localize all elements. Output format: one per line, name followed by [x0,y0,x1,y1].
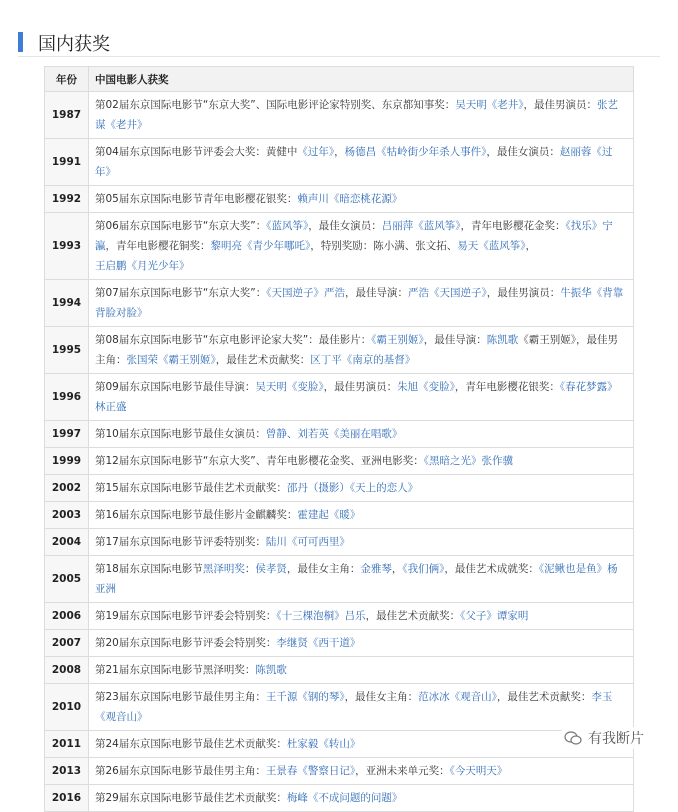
award-link[interactable]: 《泥鳅也是鱼》杨亚洲 [95,563,618,595]
award-link[interactable]: 金雅琴 [360,563,392,575]
row-awards [89,92,634,139]
row-year: 2005 [45,556,89,603]
table-row [45,327,634,374]
award-link[interactable]: 吕丽萍《蓝风筝》 [381,220,461,232]
table-row [45,684,634,731]
award-link[interactable]: 王启鹏《月光少年》 [95,260,190,272]
table-row [45,475,634,502]
header-year: 年份 [45,67,89,92]
row-year: 2004 [45,529,89,556]
award-text: ，最佳艺术贡献奖： [365,610,461,622]
award-link[interactable]: 陈凯歌 [486,334,519,346]
award-text: ，青年电影樱花金奖： [460,220,566,232]
row-awards [89,374,634,421]
award-text: ，最佳导演： [423,334,487,346]
row-year: 2007 [45,630,89,657]
row-awards [89,684,634,731]
row-awards [89,630,634,657]
award-link[interactable]: 《十三棵泡桐》吕乐 [276,610,366,622]
table-header-row [45,67,634,92]
award-link[interactable]: 吴天明《老井》 [455,99,524,111]
table-row [45,502,634,529]
table-row [45,421,634,448]
row-awards [89,280,634,327]
row-awards [89,731,634,758]
row-awards [89,657,634,684]
row-year: 1991 [45,139,89,186]
section-heading [18,26,660,57]
award-link[interactable]: 《黑暗之光》张作骥 [423,455,513,467]
award-text: 第26届东京国际电影节最佳男主角： [95,765,266,777]
award-text: ，亚洲未来单元奖： [355,765,450,777]
award-link[interactable]: 《过年》 [297,146,335,158]
row-awards [89,448,634,475]
table-row [45,630,634,657]
award-link[interactable]: 陆川《可可西里》 [265,536,350,548]
table-row [45,139,634,186]
row-awards [89,758,634,785]
award-link[interactable]: 《我们俩》 [402,563,445,575]
award-link[interactable]: 杨德昌《牯岭街少年杀人事件》 [344,146,487,158]
award-link[interactable]: 杜家毅《转山》 [286,738,361,750]
row-year: 1994 [45,280,89,327]
award-text: 《霸王别姬》，最佳男主角： [95,334,618,366]
award-link[interactable]: 《霸王别姬》 [371,334,424,346]
award-link[interactable]: 《春花梦露》林正盛 [95,381,618,413]
table-row [45,213,634,280]
award-text: 第02届东京国际电影节“东京大奖”、国际电影评论家特别奖、东京都知事奖： [95,99,456,111]
row-year: 2010 [45,684,89,731]
award-link[interactable]: 陈凯歌 [255,664,287,676]
award-text: ，青年电影樱花银奖： [454,381,560,393]
award-link[interactable]: 霍建起《暖》 [297,509,361,521]
table-row [45,785,634,812]
award-link[interactable]: 吴天明《变脸》 [255,381,324,393]
row-year: 2011 [45,731,89,758]
section-title: 国内获奖 [38,34,110,55]
award-link[interactable]: 范冰冰《观音山》 [418,691,497,703]
award-text: 第16届东京国际电影节最佳影片金麒麟奖： [95,509,298,521]
wechat-icon [564,731,582,745]
accent-bar [18,32,23,52]
row-year: 2002 [45,475,89,502]
award-link[interactable]: 严浩《天国逆子》 [408,287,487,299]
row-year: 2006 [45,603,89,630]
award-text: 第19届东京国际电影节评委会特别奖： [95,610,277,622]
row-awards [89,502,634,529]
row-awards [89,556,634,603]
award-link[interactable]: 王千源《钢的琴》 [265,691,345,703]
table-row [45,448,634,475]
award-link[interactable]: 李玉《观音山》 [95,691,613,723]
award-text: 第09届东京国际电影节最佳导演： [95,381,256,393]
award-text: 第29届东京国际电影节最佳艺术贡献奖： [95,792,287,804]
award-text: 第06届东京国际电影节“东京大奖”： [95,220,267,232]
award-link[interactable]: 张国荣《霸王别姬》 [126,354,216,366]
award-text: ， [525,240,536,252]
award-text: 第07届东京国际电影节“东京大奖”： [95,287,267,299]
award-text: ，最佳男演员： [323,381,398,393]
award-link[interactable]: 朱旭《变脸》 [397,381,455,393]
row-awards [89,529,634,556]
row-year: 1987 [45,92,89,139]
award-link[interactable]: 区丁平《南京的基督》 [310,354,416,366]
row-year: 1993 [45,213,89,280]
table-row [45,186,634,213]
award-link[interactable]: 《找乐》宁瀛 [95,220,613,252]
award-link[interactable]: 牛振华《背靠背脸对脸》 [95,287,624,319]
award-text: 第04届东京国际电影节评委会大奖：黄健中 [95,146,298,158]
award-link[interactable]: 侯孝贤 [255,563,287,575]
table-row [45,556,634,603]
award-link[interactable]: 《今天明天》 [449,765,508,777]
award-text: ，最佳男演员： [486,287,561,299]
award-link[interactable]: 王景春《警察日记》 [265,765,356,777]
award-link[interactable]: 《天国逆子》严浩 [266,287,345,299]
award-text: ，青年电影樱花铜奖： [105,240,211,252]
row-awards [89,421,634,448]
award-link[interactable]: 张艺谋《老井》 [95,99,618,131]
award-link[interactable]: 易天《蓝风筝》 [457,240,526,252]
table-row [45,758,634,785]
row-year: 2013 [45,758,89,785]
row-year: 1992 [45,186,89,213]
award-text: ，最佳女演员： [486,146,560,158]
header-awards: 中国电影人获奖 [89,67,634,92]
award-text: 第24届东京国际电影节最佳艺术贡献奖： [95,738,287,750]
award-link[interactable]: 曾静、刘若英《美丽在唱歌》 [265,428,403,440]
award-text: 第10届东京国际电影节最佳女演员： [95,428,266,440]
award-text: 第05届东京国际电影节青年电影樱花银奖： [95,193,298,205]
award-link[interactable]: 黑泽明奖 [202,563,245,575]
table-row [45,280,634,327]
row-awards [89,475,634,502]
award-text: 第18届东京国际电影节 [95,563,203,575]
award-text: 第08届东京国际电影节“东京电影评论家大奖”：最佳影片： [95,334,372,346]
table-row [45,529,634,556]
row-awards [89,139,634,186]
award-link[interactable]: 李继贤《西干道》 [276,637,361,649]
award-text: ，最佳艺术贡献奖： [496,691,592,703]
row-year: 1996 [45,374,89,421]
award-link[interactable]: 黎明亮《青少年哪吒》 [210,240,311,252]
row-year: 1999 [45,448,89,475]
award-text: ，特别奖励：陈小满、张文拓、 [310,240,458,252]
award-text: 第17届东京国际电影节评委特别奖： [95,536,266,548]
row-year: 2003 [45,502,89,529]
award-link[interactable]: 梅峰《不成问题的问题》 [286,792,403,804]
row-year: 1995 [45,327,89,374]
award-text: ，最佳女演员： [308,220,382,232]
award-text: 第12届东京国际电影节“东京大奖”、青年电影樱花金奖、亚洲电影奖： [95,455,424,467]
watermark-text: 有我断片 [588,731,644,747]
award-text: ，最佳女主角： [286,563,361,575]
award-text: 第20届东京国际电影节评委会特别奖： [95,637,277,649]
award-text: ，最佳导演： [345,287,408,299]
award-link[interactable]: 赵丽蓉《过年》 [95,146,613,178]
award-text: 第23届东京国际电影节最佳男主角： [95,691,266,703]
row-year: 1997 [45,421,89,448]
award-text: ： [244,563,256,575]
awards-table [44,66,634,812]
row-year: 2016 [45,785,89,812]
award-link[interactable]: 《蓝风筝》 [266,220,309,232]
table-row [45,657,634,684]
award-link[interactable]: 《父子》谭家明 [460,610,529,622]
award-text: ， [391,563,403,575]
award-link[interactable]: 赖声川《暗恋桃花源》 [297,193,403,205]
award-text: 第15届东京国际电影节最佳艺术贡献奖： [95,482,287,494]
award-text: ，最佳艺术贡献奖： [215,354,311,366]
table-row [45,603,634,630]
award-text: ，最佳艺术成就奖： [444,563,539,575]
row-awards [89,213,634,280]
award-text: ，最佳女主角： [344,691,419,703]
row-awards [89,785,634,812]
row-awards [89,327,634,374]
row-year: 2008 [45,657,89,684]
award-link[interactable]: 邵丹（摄影）《天上的恋人》 [286,482,419,494]
award-text: 第21届东京国际电影节黑泽明奖： [95,664,256,676]
table-row [45,731,634,758]
row-awards [89,186,634,213]
award-text: ， [334,146,345,158]
table-row [45,374,634,421]
row-awards [89,603,634,630]
table-row [45,92,634,139]
award-text: ，最佳男演员： [523,99,597,111]
watermark [562,727,646,749]
